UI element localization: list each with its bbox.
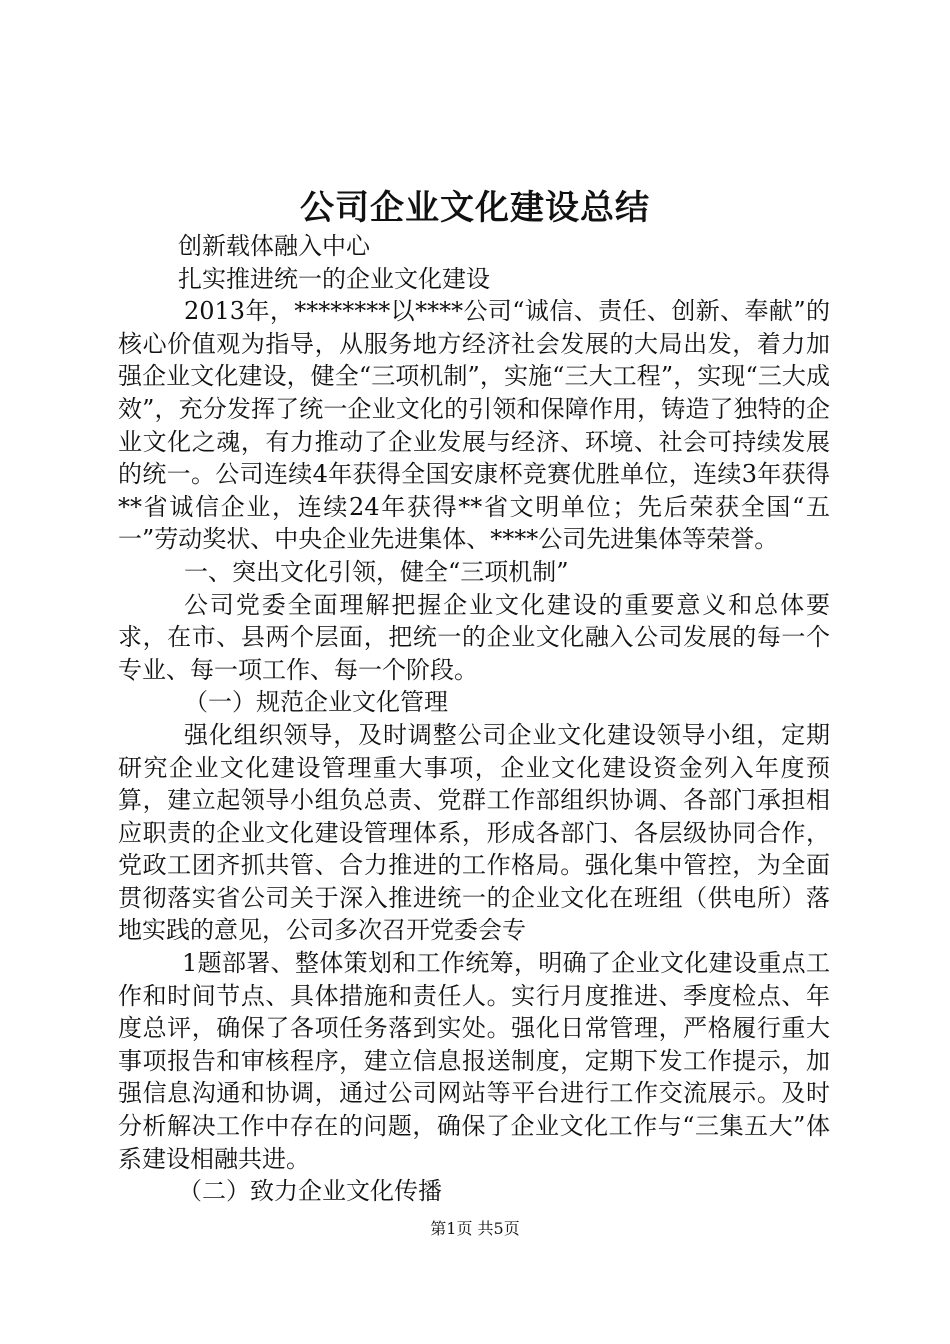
paragraph-intro: 2013年，********以****公司“诚信、责任、创新、奉献”的核心价值观为指导，从服务地方经济社会发展的大局出发，着力加强企业文化建设，健全“三项机制”，实施“三大工程”，实现“三大成效”，充分发挥了统一企业文化的引领和保障作用，铸造了独特的企业文化之魂，有力推动了企业发展与经济、环境、社会可持续发展的统一。公司连续4年获得全国安康杯竞赛优胜单位，连续3年获得**省诚信企业，连续24年获得**省文明单位；先后荣获全国“五一”劳动奖状、中央企业先进集体、****公司先进集体等荣誉。: [118, 297, 830, 554]
subsection-heading-2: （二）致力企业文化传播: [178, 1177, 442, 1206]
subsection-heading-1: （一）规范企业文化管理: [184, 688, 448, 717]
subtitle-line-2: 扎实推进统一的企业文化建设: [178, 264, 490, 293]
subtitle-line-1: 创新载体融入中心: [178, 232, 370, 260]
paragraph-subsection-1: 强化组织领导，及时调整公司企业文化建设领导小组，定期研究企业文化建设管理重大事项，企业文化建设资金列入年度预算，建立起领导小组负总责、党群工作部组织协调、各部门承担相应职责的企业文化建设管理体系，形成各部门、各层级协同合作，党政工团齐抓共管、合力推进的工作格局。强化集中管控，为全面贯彻落实省公司关于深入推进统一的企业文化在班组（供电所）落地实践的意见，公司多次召开党委会专: [118, 720, 830, 945]
paragraph-continuation: 1题部署、整体策划和工作统筹，明确了企业文化建设重点工作和时间节点、具体措施和责任人。实行月度推进、季度检点、年度总评，确保了各项任务落到实处。强化日常管理，严格履行重大事项报告和审核程序，建立信息报送制度，定期下发工作提示，加强信息沟通和协调，通过公司网站等平台进行工作交流展示。及时分析解决工作中存在的问题，确保了企业文化工作与“三集五大”体系建设相融共进。: [118, 949, 830, 1173]
paragraph-section-1: 公司党委全面理解把握企业文化建设的重要意义和总体要求，在市、县两个层面，把统一的企业文化融入公司发展的每一个专业、每一项工作、每一个阶段。: [118, 590, 830, 684]
page-number-footer: 第1页 共5页: [430, 1219, 520, 1238]
document-body: [118, 230, 830, 1208]
section-heading-1: 一、突出文化引领，健全“三项机制”: [184, 557, 569, 586]
document-title: 公司企业文化建设总结: [300, 188, 650, 228]
